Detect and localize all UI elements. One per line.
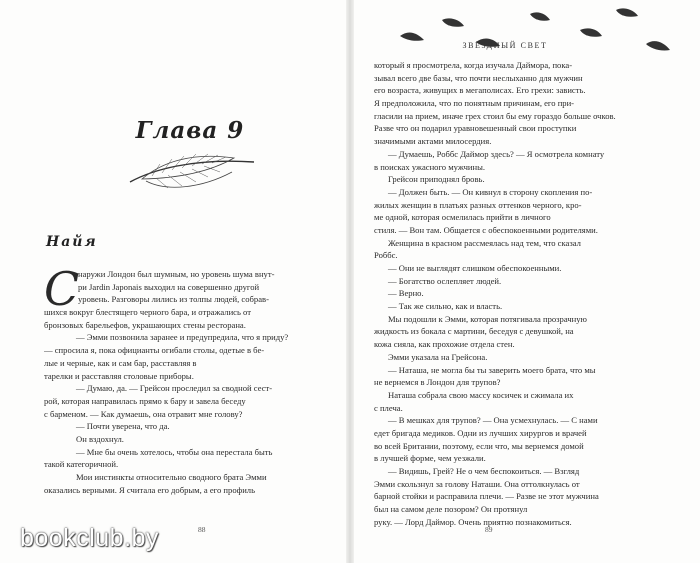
text-line: рой, которая направилась прямо к бару и завела беседу bbox=[44, 395, 246, 406]
text-line: бронзовых барельефов, украшающих стены ресторана. bbox=[44, 319, 246, 330]
text-line: — спросила я, пока официанты огибали столы, одетые в бе- bbox=[44, 345, 265, 356]
text-line: который я просмотрела, когда изучала Даймора, пока- bbox=[374, 60, 573, 70]
running-head: ЗВЁЗДНЫЙ СВЕТ bbox=[462, 41, 548, 50]
text-line: Роббс. bbox=[374, 250, 398, 261]
text-line: — Эмми позвонила заранее и предупредила, что я приду? bbox=[76, 332, 289, 343]
chapter-title: Глава 9 bbox=[135, 117, 245, 144]
feather-illustration bbox=[122, 148, 262, 200]
text-line: во всей Британии, поэтому, если что, мы вернемся домой bbox=[374, 440, 584, 451]
text-line: с плеча. bbox=[374, 402, 403, 413]
site-watermark: bookclub.by bbox=[20, 524, 159, 552]
text-line: наружи Лондон был шумным, но уровень шума внут- bbox=[78, 269, 275, 279]
text-line: — Видишь, Грей? Не о чем беспокоиться. — Взгляд bbox=[388, 466, 580, 476]
text-line: — Верно. bbox=[388, 288, 424, 299]
text-line: — Они не выглядят слишком обеспокоенными. bbox=[388, 263, 562, 273]
text-line: Мы подошли к Эмми, которая потягивала прозрачную bbox=[388, 313, 587, 324]
text-line: ме одной, которая осмелилась прийти в личного bbox=[374, 212, 551, 223]
text-line: — Так же сильно, как и власть. bbox=[388, 301, 503, 312]
text-line: ри Jardin Japonais выходил на совершенно другой bbox=[78, 281, 260, 292]
section-title: Найя bbox=[46, 234, 98, 250]
text-line: стиля. — Вон там. Общается с обеспокоенными родителями. bbox=[374, 224, 598, 235]
text-line: зывал всего две базы, что почти неслыханно для мужчин bbox=[374, 72, 583, 83]
text-line: жидкость из бокала с мартини, беседуя с девушкой, на bbox=[374, 326, 574, 337]
text-line: жилых женщин в платьях разных оттенков черного, кро- bbox=[374, 199, 582, 210]
text-line: едет бригада медиков. Одни из лучших хирургов и врачей bbox=[374, 427, 587, 438]
text-line: его возраста, живущих в мегаполисах. Его грехи: зависть. bbox=[374, 85, 586, 96]
text-line: Разве что он подарил уравновешенный свои проступки bbox=[374, 123, 577, 134]
text-line: шихся вокруг блестящего черного бара, и отражались от bbox=[44, 307, 251, 318]
text-line: Грейсон приподнял бровь. bbox=[388, 174, 485, 185]
text-line: Я предположила, что по понятным причинам, его при- bbox=[374, 98, 575, 109]
text-line: — Богатство ослепляет людей. bbox=[388, 275, 502, 286]
left-page-body bbox=[44, 262, 312, 496]
text-line: — Думаю, да. — Грейсон проследил за сводной сест- bbox=[76, 383, 273, 394]
text-line: гласили на прием, иначе грех стоил бы ему гораздо больше очков. bbox=[374, 110, 616, 121]
right-page-number: 89 bbox=[485, 525, 493, 534]
text-line: в лучшей форме, чем уезжали. bbox=[374, 453, 486, 464]
text-line: такой категоричной. bbox=[44, 459, 119, 470]
text-line: с барменом. — Как думаешь, она отравит мне голову? bbox=[44, 408, 243, 419]
text-line: — Наташа, не могла бы ты заверить моего брата, что мы bbox=[388, 364, 596, 375]
text-line: руку. — Лорд Даймор. Очень приятно познакомиться. bbox=[374, 516, 572, 527]
text-line: кожа сияла, как прохожие отдела стен. bbox=[374, 339, 515, 350]
left-page-number: 88 bbox=[198, 525, 206, 534]
text-line: значимыми актами милосердия. bbox=[374, 136, 492, 147]
text-line: не вернемся в Лондон для трупов? bbox=[374, 377, 501, 388]
text-line: — Должен быть. — Он кивнул в сторону скопления по- bbox=[388, 186, 593, 197]
text-line: — В мешках для трупов? — Она усмехнулась. — С нами bbox=[388, 415, 598, 426]
text-line: тарелки и расставляя столовые приборы. bbox=[44, 370, 194, 381]
right-page-body bbox=[374, 59, 674, 528]
text-line: — Почти уверена, что да. bbox=[76, 421, 170, 432]
text-line: Эмми скользнул за голову Наташи. Она оттолкнулась от bbox=[374, 478, 580, 489]
text-line: Мои инстинкты относительно сводного брата Эмми bbox=[76, 472, 267, 482]
text-line: Женщина в красном рассмеялась над тем, что сказал bbox=[388, 237, 581, 248]
text-line: уровень. Разговоры лились из толпы людей, собрав- bbox=[78, 294, 269, 305]
text-line: Он вздохнул. bbox=[76, 433, 124, 444]
text-line: был на самом деле позором? Он протянул bbox=[374, 504, 528, 515]
text-line: — Мне бы очень хотелось, чтобы она перестала быть bbox=[76, 446, 273, 457]
text-line: в поисках ужасного мужчины. bbox=[374, 161, 486, 172]
book-gutter bbox=[346, 0, 354, 563]
text-line: барной стойки и расправила плечи. — Разве не этот мужчина bbox=[374, 491, 599, 502]
text-line: лые и черные, как и сам бар, расставляя в bbox=[44, 357, 197, 368]
text-line: оказались верными. Я считала его добрым, а его профиль bbox=[44, 484, 255, 495]
drop-cap: С bbox=[44, 262, 80, 316]
text-line: Эмми указала на Грейсона. bbox=[388, 351, 488, 362]
text-line: — Думаешь, Роббс Даймор здесь? — Я осмотрела комнату bbox=[388, 148, 605, 159]
text-line: Наташа собрала свою массу косичек и сжимала их bbox=[388, 389, 574, 400]
